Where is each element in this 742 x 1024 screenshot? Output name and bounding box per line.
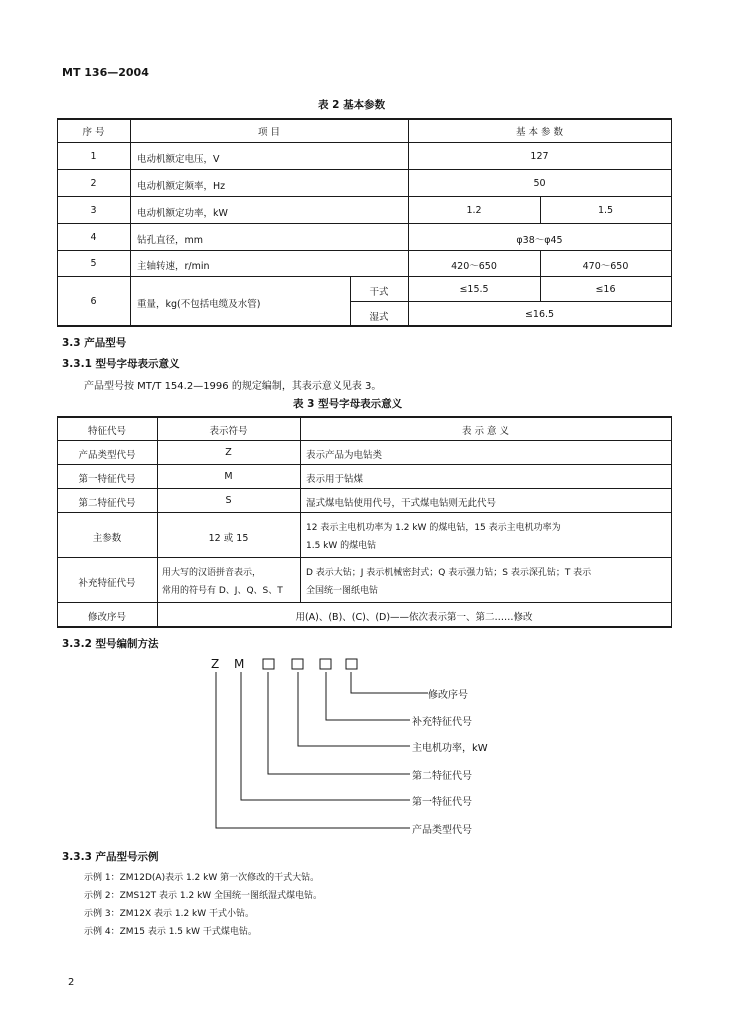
diagram-letter-z: Z (211, 657, 220, 671)
table2-row6-seq: 6 (90, 296, 97, 307)
table2-row1-seq: 1 (90, 151, 97, 162)
table2-row4-item: 钻孔直径，mm (137, 235, 204, 246)
table3-row3-meaning: 湿式煤电钻使用代号，干式煤电钻则无此代号 (306, 498, 497, 509)
table3-row2-code: 第一特征代号 (78, 474, 136, 485)
table3-header-code: 特征代号 (87, 426, 126, 437)
diagram-label-power: 主电机功率，kW (412, 743, 488, 754)
table3-row5-meaning-line2: 全国统一图纸电钻 (306, 586, 379, 596)
table3-row5-symbol-line2: 常用的符号有 D、J、Q、S、T (162, 586, 283, 596)
table3-row3-symbol: S (225, 495, 232, 506)
section-3-3-1: 3.3.1 型号字母表示意义 (62, 358, 180, 370)
table2-header-item: 项 目 (257, 127, 281, 138)
table2-row1-value: 127 (530, 151, 549, 162)
section-3-3-2: 3.3.2 型号编制方法 (62, 638, 159, 650)
table3-caption: 表 3 型号字母表示意义 (293, 398, 403, 410)
diagram-label-second: 第二特征代号 (412, 771, 472, 782)
table2-row5-value-b: 470～650 (582, 261, 629, 272)
leader-power (298, 672, 410, 746)
example-1: 示例 1：ZM12D(A)表示 1.2 kW 第一次修改的干式大钻。 (84, 873, 320, 883)
table3-row2-symbol: M (224, 471, 233, 482)
section-3-3: 3.3 产品型号 (62, 337, 127, 349)
diagram-letter-m: M (234, 657, 245, 671)
table2-row6-wet: ≤16.5 (524, 309, 555, 320)
table2-row3-item: 电动机额定功率，kW (137, 208, 228, 219)
table2-row6-sub-wet: 湿式 (369, 312, 389, 323)
table2-header-seq: 序 号 (82, 127, 105, 138)
table2-row6-sub-dry: 干式 (369, 287, 389, 298)
table2-row3-value-b: 1.5 (597, 205, 614, 216)
table3-row1-meaning: 表示产品为电钻类 (306, 450, 383, 461)
leader-supplement (326, 672, 410, 720)
page-number: 2 (68, 977, 75, 988)
placeholder-box-3 (320, 659, 331, 669)
table2-row6-dry-a: ≤15.5 (459, 284, 489, 295)
standard-code: MT 136—2004 (62, 66, 149, 79)
leader-modification (351, 672, 428, 693)
table3-row5-symbol-line1: 用大写的汉语拼音表示， (162, 568, 262, 578)
diagram-label-supplement: 补充特征代号 (412, 717, 472, 728)
table2-row2-value: 50 (533, 178, 546, 189)
table3-row6-merged: 用(A)、(B)、(C)、(D)——依次表示第一、第二……修改 (295, 612, 533, 623)
table3-row2-meaning: 表示用于钻煤 (306, 474, 364, 485)
placeholder-box-2 (292, 659, 303, 669)
table2-row5-seq: 5 (90, 258, 97, 269)
table2-row4-seq: 4 (90, 232, 97, 243)
table3-row4-code: 主参数 (92, 533, 122, 544)
table2-row6-item: 重量，kg(不包括电缆及水管) (137, 299, 261, 310)
placeholder-box-1 (263, 659, 274, 669)
table3-row1-symbol: Z (225, 447, 232, 458)
diagram-label-type: 产品类型代号 (412, 825, 472, 836)
paragraph-3-3-1: 产品型号按 MT/T 154.2—1996 的规定编制，其表示意义见表 3。 (84, 381, 382, 392)
table2-row4-value: φ38～φ45 (516, 235, 563, 246)
placeholder-box-4 (346, 659, 357, 669)
table3-row1-code: 产品类型代号 (78, 450, 136, 461)
table3-row6-code: 修改序号 (87, 612, 126, 623)
table2-row1-item: 电动机额定电压，V (137, 154, 220, 165)
leader-second (268, 672, 410, 774)
table2-row2-item: 电动机额定频率，Hz (137, 181, 226, 192)
table3-row4-meaning-line2: 1.5 kW 的煤电钻 (306, 541, 377, 551)
table3-header-symbol: 表示符号 (209, 426, 248, 437)
table3-row3-code: 第二特征代号 (78, 498, 136, 509)
example-3: 示例 3：ZM12X 表示 1.2 kW 干式小钻。 (84, 909, 255, 919)
leader-type (216, 672, 410, 828)
diagram-label-modification: 修改序号 (428, 690, 468, 701)
table2-row6-dry-b: ≤16 (595, 284, 616, 295)
table3-row5-meaning-line1: D 表示大钻；J 表示机械密封式；Q 表示强力钻；S 表示深孔钻；T 表示 (306, 568, 592, 578)
table2-row5-value-a: 420～650 (451, 261, 497, 272)
table3-row4-symbol: 12 或 15 (208, 533, 249, 544)
table2-row5-item: 主轴转速，r/min (137, 261, 210, 272)
table3-header-meaning: 表 示 意 义 (461, 426, 510, 437)
table2-caption: 表 2 基本参数 (318, 99, 386, 111)
example-2: 示例 2：ZMS12T 表示 1.2 kW 全国统一图纸湿式煤电钻。 (84, 891, 323, 901)
table2-row2-seq: 2 (90, 178, 97, 189)
diagram-label-first: 第一特征代号 (412, 797, 472, 808)
section-3-3-3: 3.3.3 产品型号示例 (62, 851, 159, 863)
table3-row5-code: 补充特征代号 (78, 578, 136, 589)
table2-header-value: 基 本 参 数 (515, 127, 564, 138)
table2-row3-value-a: 1.2 (466, 205, 482, 216)
table3-row4-meaning-line1: 12 表示主电机功率为 1.2 kW 的煤电钻，15 表示主电机功率为 (306, 523, 561, 533)
example-4: 示例 4：ZM15 表示 1.5 kW 干式煤电钻。 (84, 927, 257, 937)
table2-row3-seq: 3 (90, 205, 97, 216)
